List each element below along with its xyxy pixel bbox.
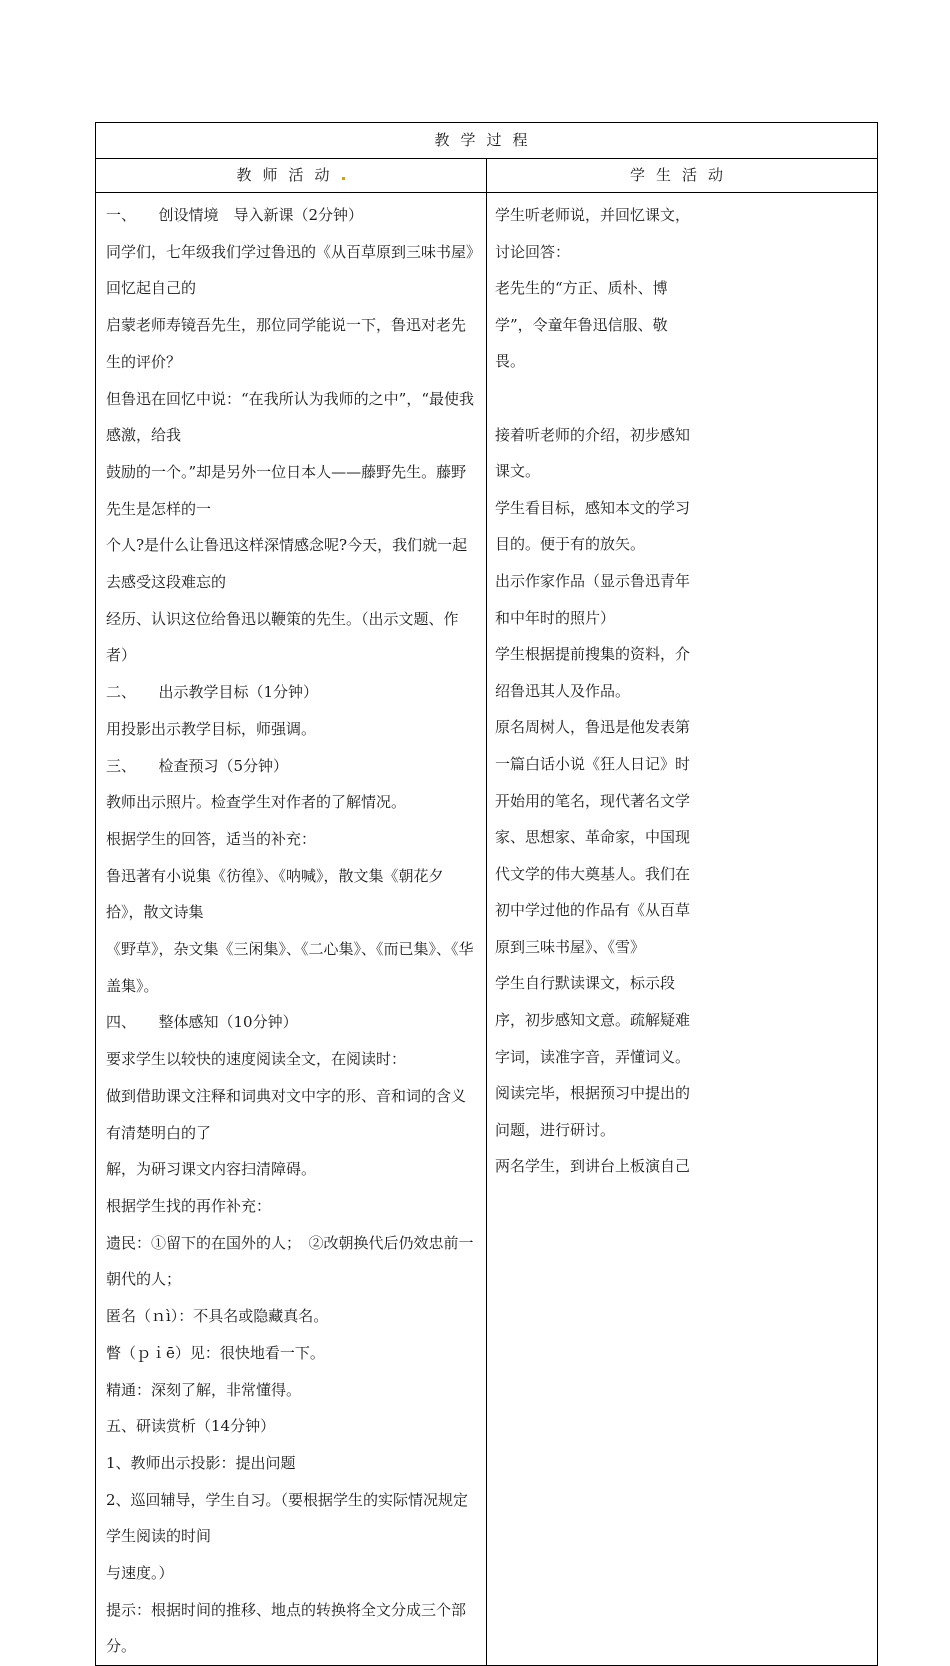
teacher-line: 同学们，七年级我们学过鲁迅的《从百草原到三味书屋》回忆起自己的: [106, 242, 474, 298]
student-line: 两名学生，到讲台上板演自己: [495, 1157, 691, 1176]
student-line: 开始用的笔名，现代著名文学: [495, 791, 691, 810]
student-line: 学生根据提前搜集的资料，介: [495, 645, 691, 664]
teacher-line: 鼓励的一个。”却是另外一位日本人——藤野先生。藤野先生是怎样的一: [106, 462, 467, 518]
student-line: 绍鲁迅其人及作品。: [495, 681, 631, 700]
teacher-line: 解，为研习课文内容扫清障碍。: [106, 1160, 317, 1179]
teacher-line: 根据学生的回答，适当的补充：: [106, 829, 317, 848]
student-line: 代文学的伟大奠基人。我们在: [495, 864, 691, 883]
section-heading: 二、 出示教学目标（1分钟）: [106, 683, 319, 702]
section-heading: 三、 检查预习（5分钟）: [106, 756, 289, 775]
teacher-line: 精通：深刻了解，非常懂得。: [106, 1380, 302, 1399]
marker-dot: [342, 177, 345, 180]
student-line: 学”，令童年鲁迅信服、敬: [495, 315, 668, 334]
teacher-line: 匿名（ｎì）：不具名或隐藏真名。: [106, 1307, 329, 1326]
teaching-process-table: [95, 122, 878, 1666]
table-title: 教学过程: [96, 123, 878, 159]
teacher-activity-text: [96, 193, 486, 1665]
document-page: [95, 122, 878, 1666]
student-line: 初中学过他的作品有《从百草: [495, 901, 691, 920]
teacher-line: 遗民：①留下的在国外的人； ②改朝换代后仍效忠前一朝代的人；: [106, 1233, 474, 1289]
student-line: 学生看目标，感知本文的学习: [495, 498, 691, 517]
student-line: 和中年时的照片）: [495, 608, 616, 627]
teacher-line: 根据学生找的再作补充：: [106, 1196, 272, 1215]
student-line: 学生自行默读课文，标示段: [495, 974, 676, 993]
teacher-line: 但鲁迅在回忆中说：“在我所认为我师的之中”，“最使我感激，给我: [106, 389, 475, 445]
student-line: 原到三味书屋》、《雪》: [495, 937, 646, 956]
teacher-activity-cell: [96, 193, 487, 1666]
student-line: 目的。便于有的放矢。: [495, 535, 646, 554]
teacher-line: 个人?是什么让鲁迅这样深情感念呢?今天，我们就一起去感受这段难忘的: [106, 536, 468, 592]
teacher-line: 《野草》，杂文集《三闲集》、《二心集》、《而已集》、《华盖集》。: [106, 940, 474, 995]
teacher-line: 启蒙老师寿镜吾先生，那位同学能说一下，鲁迅对老先生的评价？: [106, 316, 467, 371]
teacher-activity-header: 教师活动: [96, 159, 487, 193]
student-activity-cell: [487, 193, 878, 1666]
student-line: [495, 380, 871, 417]
student-line: 一篇白话小说《狂人日记》时: [495, 754, 691, 773]
student-line: 老先生的“方正、质朴、博: [495, 279, 668, 298]
section-heading: 一、 创设情境 导入新课（2分钟）: [106, 206, 364, 224]
section-heading: 四、 整体感知（10分钟）: [106, 1013, 298, 1032]
teacher-line: 经历、认识这位给鲁迅以鞭策的先生。（出示文题、作者）: [106, 609, 459, 665]
teacher-line: 瞥（ｐｉē）见：很快地看一下。: [106, 1343, 325, 1362]
teacher-line: 提示：根据时间的推移、地点的转换将全文分成三个部分。: [106, 1600, 467, 1656]
teacher-line: 要求学生以较快的速度阅读全文，在阅读时：: [106, 1050, 407, 1069]
student-line: 学生听老师说，并回忆课文，: [495, 206, 691, 224]
student-line: 序，初步感知文意。疏解疑难: [495, 1011, 691, 1030]
teacher-line: 用投影出示教学目标，师强调。: [106, 719, 317, 738]
student-activity-text: [487, 193, 877, 1185]
student-line: 讨论回答：: [495, 242, 571, 261]
teacher-line: 五、研读赏析（14分钟）: [106, 1417, 276, 1436]
student-line: 阅读完毕，根据预习中提出的: [495, 1084, 691, 1103]
teacher-line: 教师出示照片。检查学生对作者的了解情况。: [106, 793, 407, 812]
student-line: 接着听老师的介绍，初步感知: [495, 425, 691, 444]
student-line: 出示作家作品（显示鲁迅青年: [495, 571, 691, 590]
student-line: 问题，进行研讨。: [495, 1120, 616, 1139]
teacher-line: 鲁迅著有小说集《彷徨》、《呐喊》，散文集《朝花夕拾》，散文诗集: [106, 866, 444, 922]
student-line: 原名周树人，鲁迅是他发表第: [495, 718, 691, 737]
student-line: 家、思想家、革命家，中国现: [495, 828, 691, 847]
teacher-line: 2、巡回辅导，学生自习。（要根据学生的实际情况规定学生阅读的时间: [106, 1490, 469, 1546]
student-line: 畏。: [495, 352, 526, 371]
student-line: 课文。: [495, 462, 541, 481]
student-line: 字词，读准字音，弄懂词义。: [495, 1047, 691, 1066]
teacher-line: 与速度。）: [106, 1564, 174, 1583]
teacher-line: 1、教师出示投影：提出问题: [106, 1453, 296, 1472]
student-activity-header: 学生活动: [487, 159, 878, 193]
teacher-line: 做到借助课文注释和词典对文中字的形、音和词的含义有清楚明白的了: [106, 1086, 467, 1142]
